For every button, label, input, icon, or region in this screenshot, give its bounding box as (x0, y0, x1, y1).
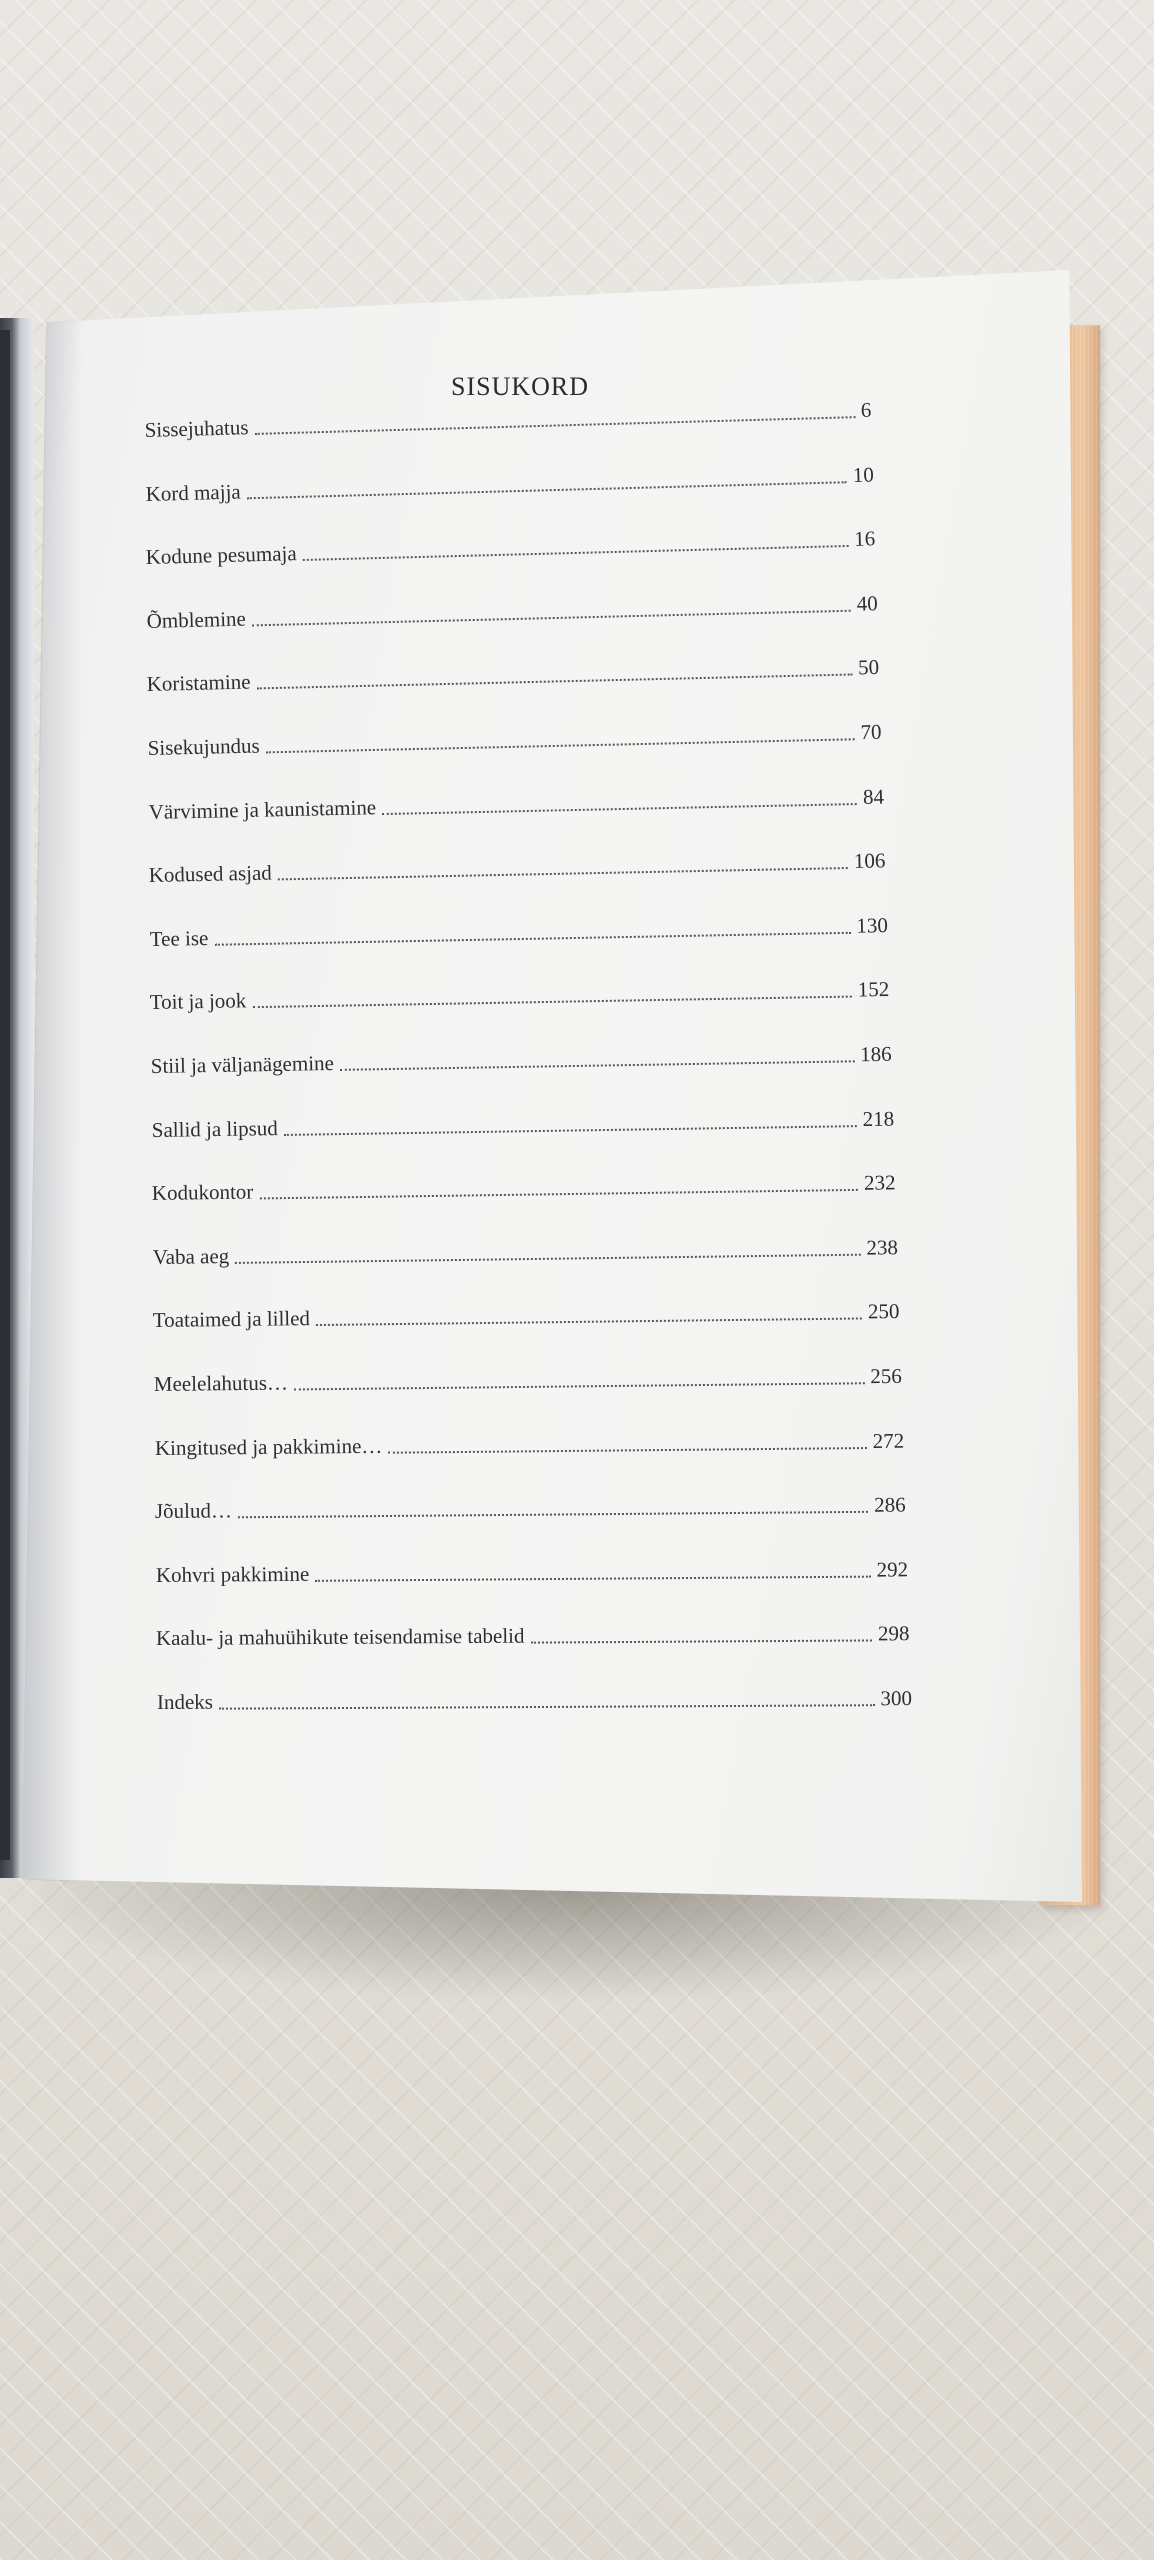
toc-dot-leader (315, 1574, 870, 1581)
toc-entry-label: Kord majja (144, 479, 241, 506)
toc-entry-page-number: 186 (859, 1041, 892, 1067)
toc-entry-page-number: 70 (860, 719, 882, 745)
toc-entry-label: Tee ise (149, 925, 209, 951)
toc-entry-page-number: 250 (868, 1299, 900, 1324)
toc-entry-label: Toataimed ja lilled (153, 1306, 311, 1333)
toc-entry-page-number: 272 (872, 1428, 904, 1453)
toc-entry-page-number: 152 (857, 977, 890, 1002)
toc-dot-leader (316, 1317, 862, 1327)
toc-entry-label: Kaalu- ja mahuühikute teisendamise tabelid (156, 1624, 525, 1651)
toc-entry-page-number: 218 (862, 1106, 894, 1131)
toc-entry-label: Jõulud… (154, 1498, 233, 1524)
toc-entry-page-number: 50 (858, 655, 880, 680)
toc-entry-label: Sissejuhatus (144, 415, 249, 443)
toc-entry-page-number: 6 (860, 397, 872, 422)
book-page (22, 270, 1082, 1902)
toc-entry-page-number: 232 (864, 1170, 896, 1195)
toc-entry-page-number: 238 (866, 1234, 898, 1260)
toc-entry-page-number: 130 (855, 912, 888, 938)
toc-entry-page-number: 256 (870, 1363, 902, 1389)
toc-entry-page-number: 40 (856, 590, 878, 616)
toc-entry-label: Kohvri pakkimine (155, 1561, 310, 1587)
toc-entry-label: Indeks (156, 1689, 213, 1714)
toc-entry-label: Õmblemine (146, 606, 246, 633)
toc-entry-label: Kodused asjad (148, 860, 273, 888)
toc-entry-label: Vaba aeg (152, 1243, 230, 1269)
toc-entry-label: Kodukontor (151, 1179, 254, 1206)
toc-entry-page-number: 300 (880, 1686, 912, 1711)
toc-entry-label: Sallid ja lipsud (151, 1115, 278, 1142)
toc-entry (157, 1686, 912, 1715)
toc-dot-leader (238, 1510, 868, 1518)
toc-dot-leader (531, 1639, 873, 1644)
toc-entry (156, 1557, 908, 1588)
toc-dot-leader (219, 1703, 875, 1709)
toc-entry-label: Meelelahutus… (153, 1370, 289, 1396)
toc-entry-page-number: 292 (876, 1557, 908, 1582)
book-cover-edge (0, 330, 10, 1860)
toc-entry-page-number: 10 (852, 462, 874, 487)
toc-dot-leader (388, 1446, 866, 1454)
toc-title: SISUKORD (450, 372, 590, 401)
toc-entry-page-number: 298 (878, 1621, 910, 1646)
toc-entry-page-number: 286 (874, 1492, 906, 1517)
toc-entry-page-number: 106 (853, 848, 886, 874)
toc-entry-label: Kingitused ja pakkimine… (154, 1433, 383, 1460)
toc-entry-page-number: 84 (862, 784, 884, 809)
toc-entry-label: Toit ja jook (149, 988, 247, 1015)
toc-entry-label: Kodune pesumaja (145, 541, 298, 570)
toc-entry-label: Sisekujundus (147, 733, 260, 761)
toc-entry-label: Stiil ja väljanägemine (150, 1050, 335, 1079)
toc-entry-label: Värvimine ja kaunistamine (148, 794, 376, 824)
toc-entry (156, 1622, 910, 1652)
toc-entry-page-number: 16 (854, 526, 876, 552)
toc-dot-leader (294, 1381, 864, 1390)
toc-entry-label: Koristamine (146, 669, 252, 697)
